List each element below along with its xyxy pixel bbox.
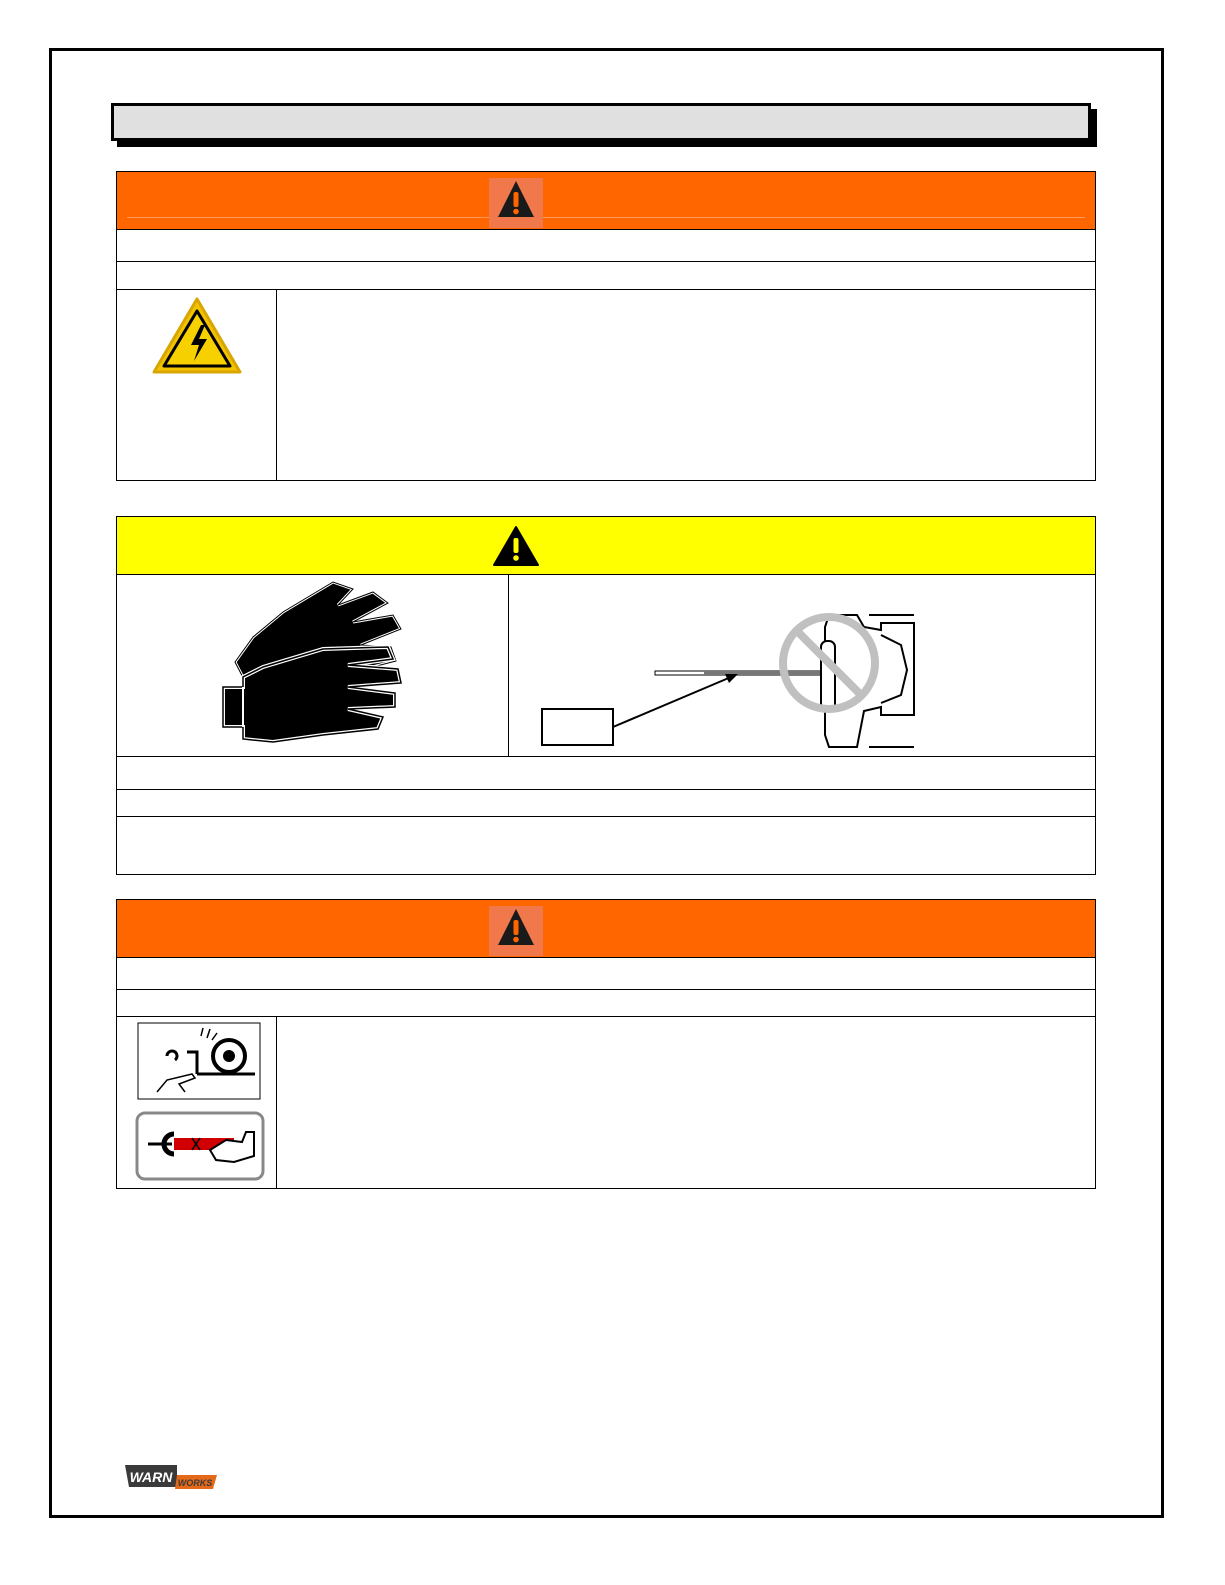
warn-works-logo: [125, 1463, 217, 1491]
warning-box-electrical: [116, 171, 1096, 481]
caution-signal-text: [117, 757, 1095, 790]
electrical-hazard-icon: [151, 295, 243, 375]
section-title: [111, 103, 1091, 141]
svg-text:WORKS: WORKS: [177, 1478, 213, 1488]
warning-signal-text: [117, 230, 1095, 262]
warning-signal-text: [117, 958, 1095, 990]
warning-triangle-icon: [489, 178, 543, 228]
caution-header: [117, 517, 1095, 575]
warning-hazard-text: [117, 990, 1095, 1017]
warning-header: [117, 172, 1095, 230]
caution-body-text: [117, 817, 1095, 875]
gloves-icon: [213, 577, 413, 752]
hand-on-hook-strap-icon: [134, 1110, 266, 1182]
warning-triangle-icon: [489, 906, 543, 956]
svg-text:WARN: WARN: [129, 1469, 173, 1485]
caution-hazard-text: [117, 790, 1095, 817]
hand-near-drum-icon: [137, 1022, 261, 1100]
warning-body-text: [277, 1017, 1095, 1188]
warning-triangle-icon: [489, 523, 543, 573]
warning-box-hands: [116, 899, 1096, 1189]
diagram-label: [543, 710, 613, 744]
warning-header: [117, 900, 1095, 958]
caution-box-gloves: [116, 516, 1096, 875]
warning-hazard-text: [117, 262, 1095, 290]
warning-body-text: [277, 290, 1095, 480]
